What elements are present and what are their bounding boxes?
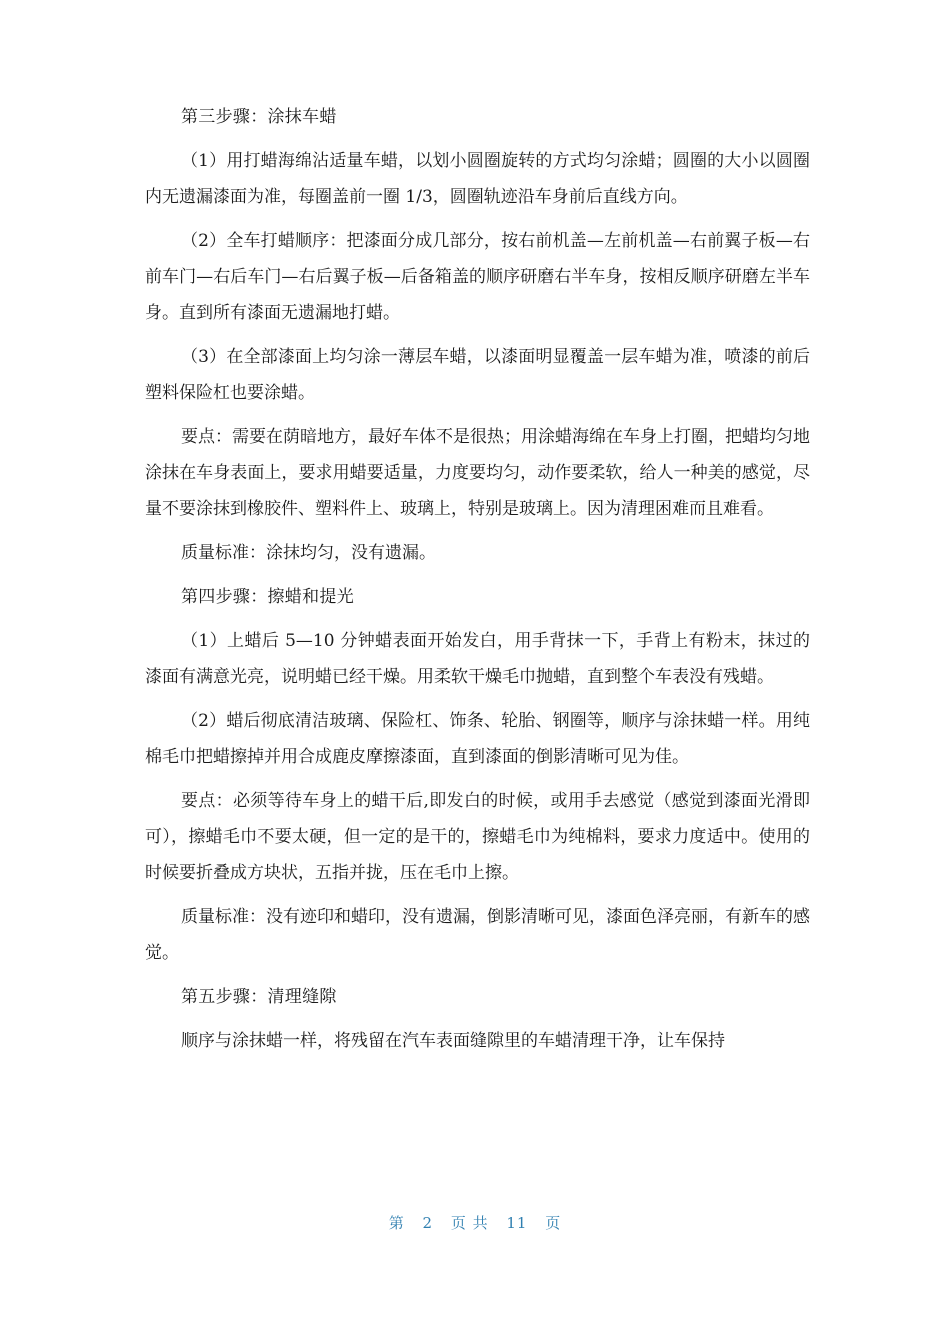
step-four-key-points: 要点：必须等待车身上的蜡干后,即发白的时候，或用手去感觉（感觉到漆面光滑即可），擦蜡毛巾不要太硬，但一定的是干的，擦蜡毛巾为纯棉料，要求力度适中。使用的时候要折叠成方块状，五指并拢，压在毛巾上擦。: [145, 791, 810, 883]
footer-ye: 页: [545, 1214, 562, 1232]
document-body: [145, 99, 810, 1067]
step-four-item-2: （2）蜡后彻底清洁玻璃、保险杠、饰条、轮胎、钢圈等，顺序与涂抹蜡一样。用纯棉毛巾把蜡擦掉并用合成鹿皮摩擦漆面，直到漆面的倒影清晰可见为佳。: [145, 711, 810, 767]
step-three-key-points: 要点：需要在荫暗地方，最好车体不是很热；用涂蜡海绵在车身上打圈，把蜡均匀地涂抹在车身表面上，要求用蜡要适量，力度要均匀，动作要柔软，给人一种美的感觉，尽量不要涂抹到橡胶件、塑料件上、玻璃上，特别是玻璃上。因为清理困难而且难看。: [145, 427, 810, 519]
footer-di: 第: [388, 1214, 405, 1232]
step-five-text: 顺序与涂抹蜡一样，将残留在汽车表面缝隙里的车蜡清理干净，让车保持: [181, 1031, 725, 1051]
step-three-item-1: （1）用打蜡海绵沾适量车蜡，以划小圆圈旋转的方式均匀涂蜡；圆圈的大小以圆圈内无遗漏漆面为准，每圈盖前一圈 1/3，圆圈轨迹沿车身前后直线方向。: [145, 151, 810, 207]
step-four-quality-standard: 质量标准：没有迹印和蜡印，没有遗漏，倒影清晰可见，漆面色泽亮丽，有新车的感觉。: [145, 907, 810, 963]
step-three-heading: 第三步骤：涂抹车蜡: [181, 107, 337, 127]
step-three-item-3: （3）在全部漆面上均匀涂一薄层车蜡，以漆面明显覆盖一层车蜡为准，喷漆的前后塑料保险杠也要涂蜡。: [145, 347, 810, 403]
footer-ye-gong: 页 共: [450, 1214, 489, 1232]
footer-current-page: 2: [422, 1214, 434, 1232]
step-three-item-2: （2）全车打蜡顺序：把漆面分成几部分，按右前机盖—左前机盖—右前翼子板—右前车门—右后车门—右后翼子板—后备箱盖的顺序研磨右半车身，按相反顺序研磨左半车身。直到所有漆面无遗漏地打蜡。: [145, 231, 810, 323]
step-three-quality-standard: 质量标准：涂抹均匀，没有遗漏。: [181, 543, 436, 563]
step-five-heading: 第五步骤：清理缝隙: [181, 987, 337, 1007]
footer-total-pages: 11: [506, 1214, 528, 1232]
step-four-item-1: （1）上蜡后 5—10 分钟蜡表面开始发白，用手背抹一下，手背上有粉末，抹过的漆面有满意光亮，说明蜡已经干燥。用柔软干燥毛巾抛蜡，直到整个车表没有残蜡。: [145, 631, 810, 687]
step-four-heading: 第四步骤：擦蜡和提光: [181, 587, 354, 607]
page-footer: [0, 1212, 950, 1233]
